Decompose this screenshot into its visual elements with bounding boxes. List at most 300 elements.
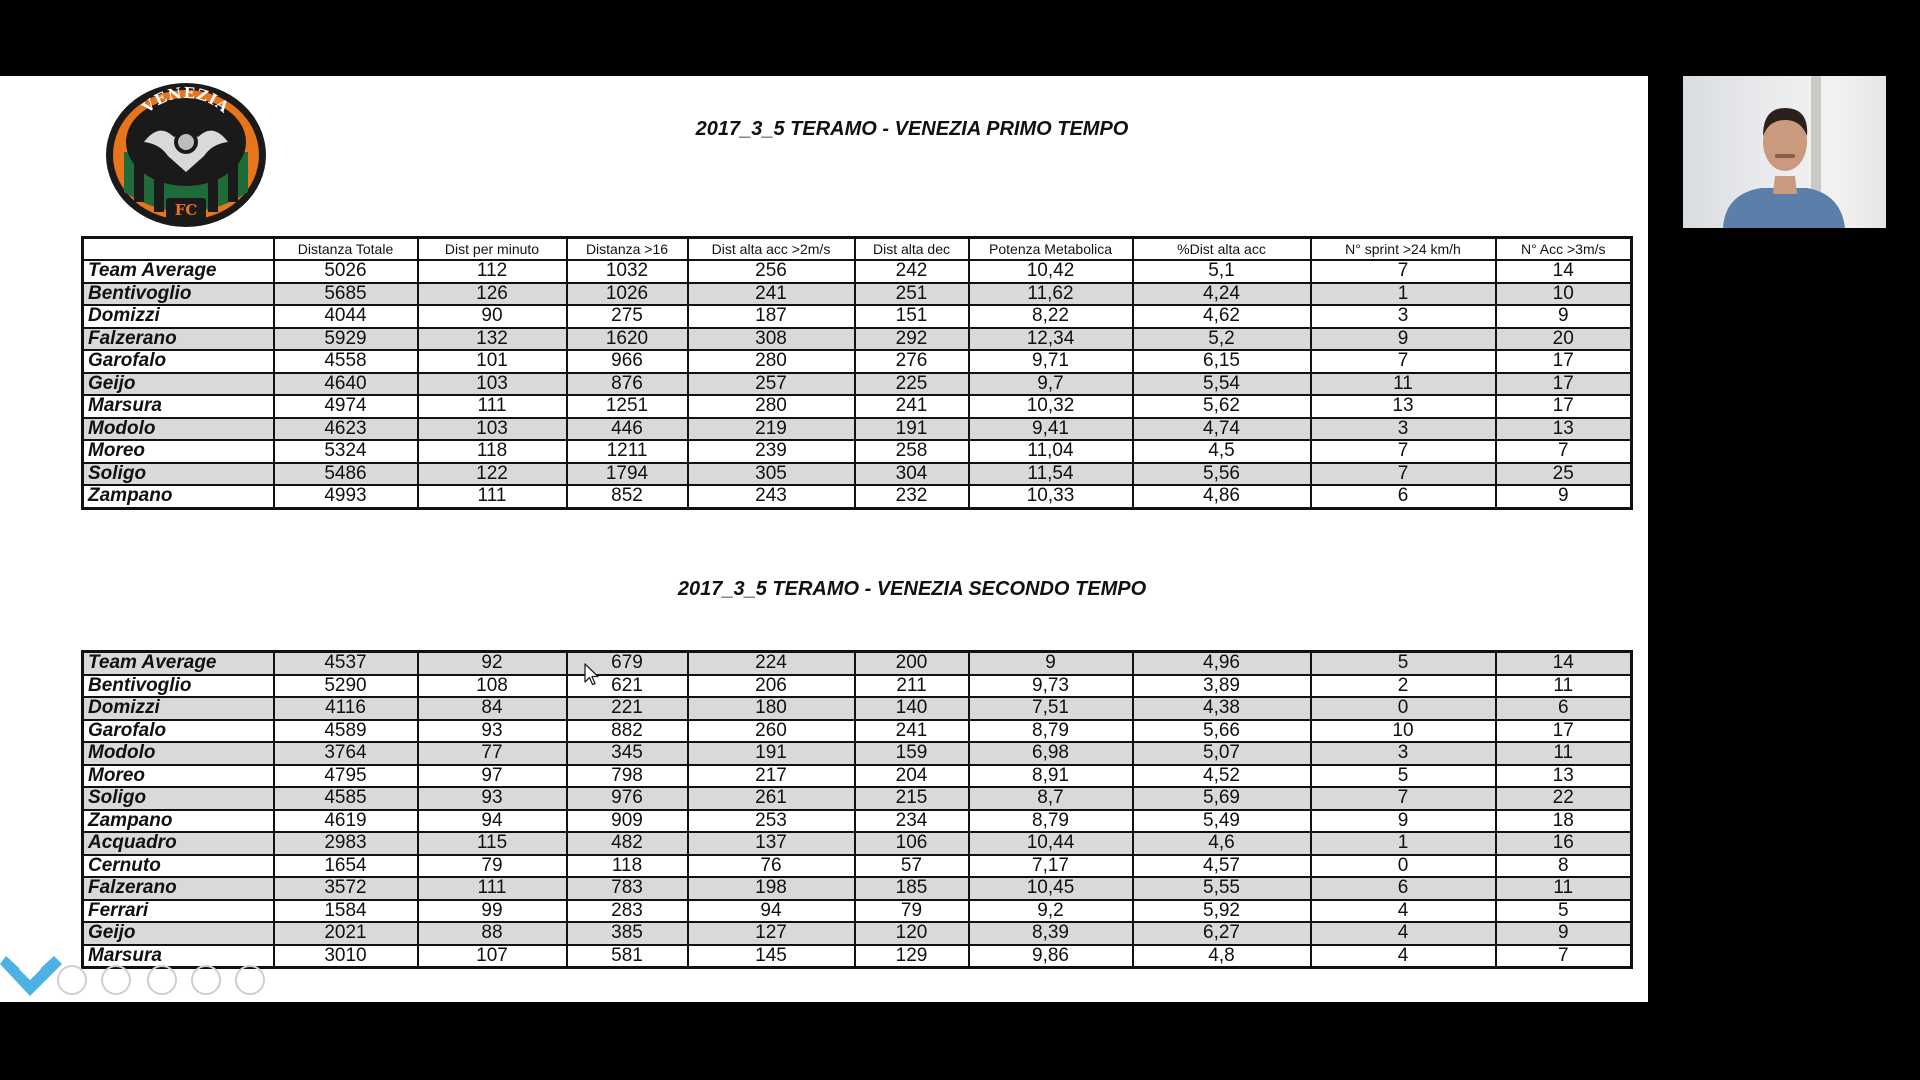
stat-cell: 17 [1496,395,1632,418]
stat-cell: 4537 [274,652,418,675]
stat-cell: 88 [418,922,567,945]
stat-cell: 200 [855,652,969,675]
player-name-cell: Modolo [83,418,274,441]
stat-cell: 13 [1311,395,1496,418]
stat-cell: 10,33 [969,485,1133,508]
stat-cell: 187 [688,305,855,328]
stat-cell: 97 [418,765,567,788]
stat-cell: 3764 [274,742,418,765]
player-name-cell: Garofalo [83,350,274,373]
player-name-cell: Zampano [83,810,274,833]
stat-cell: 13 [1496,418,1632,441]
stat-cell: 103 [418,373,567,396]
stat-cell: 798 [567,765,688,788]
stat-cell: 3010 [274,945,418,968]
stat-cell: 12,34 [969,328,1133,351]
stat-cell: 180 [688,697,855,720]
player-name-cell: Marsura [83,395,274,418]
stat-cell: 5685 [274,283,418,306]
stat-cell: 111 [418,877,567,900]
stat-cell: 112 [418,260,567,283]
stat-cell: 225 [855,373,969,396]
table-row [83,675,1632,698]
stat-cell: 7 [1311,440,1496,463]
stat-cell: 4,38 [1133,697,1311,720]
stat-cell: 4,5 [1133,440,1311,463]
stat-cell: 5,66 [1133,720,1311,743]
table-row [83,350,1632,373]
presentation-slide [0,76,1648,1002]
column-header: Dist per minuto [418,238,567,261]
player-name-cell: Falzerano [83,877,274,900]
stat-cell: 9,41 [969,418,1133,441]
stat-cell: 1211 [567,440,688,463]
stat-cell: 6,27 [1133,922,1311,945]
stat-cell: 151 [855,305,969,328]
player-name-cell: Garofalo [83,720,274,743]
stat-cell: 159 [855,742,969,765]
stat-cell: 3,89 [1133,675,1311,698]
stat-cell: 93 [418,787,567,810]
player-name-cell: Modolo [83,742,274,765]
stat-cell: 783 [567,877,688,900]
stat-cell: 4 [1311,945,1496,968]
stat-cell: 5,54 [1133,373,1311,396]
stat-cell: 5,2 [1133,328,1311,351]
stat-cell: 1654 [274,855,418,878]
stat-cell: 283 [567,900,688,923]
player-name-cell: Soligo [83,787,274,810]
more-options-icon[interactable] [236,966,264,994]
column-header: %Dist alta acc [1133,238,1311,261]
table-row [83,945,1632,968]
stat-cell: 253 [688,810,855,833]
stat-cell: 11 [1496,742,1632,765]
stat-cell: 11,04 [969,440,1133,463]
stat-cell: 5,69 [1133,787,1311,810]
player-name-cell: Acquadro [83,832,274,855]
stat-cell: 103 [418,418,567,441]
table-row [83,328,1632,351]
stat-cell: 4,6 [1133,832,1311,855]
stat-cell: 25 [1496,463,1632,486]
stat-cell: 446 [567,418,688,441]
second-half-stats-table [81,650,1633,969]
stat-cell: 241 [855,720,969,743]
stat-cell: 852 [567,485,688,508]
table-row [83,305,1632,328]
stat-cell: 1 [1311,832,1496,855]
stat-cell: 17 [1496,373,1632,396]
stat-cell: 9,71 [969,350,1133,373]
stat-cell: 4974 [274,395,418,418]
svg-text:VENEZIA: VENEZIA [138,83,234,117]
stat-cell: 241 [688,283,855,306]
stat-cell: 5,55 [1133,877,1311,900]
table-row [83,697,1632,720]
stat-cell: 10,42 [969,260,1133,283]
stat-cell: 8,79 [969,810,1133,833]
stat-cell: 0 [1311,697,1496,720]
stat-cell: 76 [688,855,855,878]
stat-cell: 115 [418,832,567,855]
stat-cell: 4,57 [1133,855,1311,878]
stat-cell: 191 [855,418,969,441]
stat-cell: 4,52 [1133,765,1311,788]
table-row [83,418,1632,441]
stat-cell: 256 [688,260,855,283]
player-name-cell: Team Average [83,652,274,675]
stat-cell: 280 [688,350,855,373]
stat-cell: 9 [1311,328,1496,351]
stat-cell: 1026 [567,283,688,306]
stat-cell: 275 [567,305,688,328]
player-name-cell: Domizzi [83,305,274,328]
table-row [83,787,1632,810]
stat-cell: 14 [1496,260,1632,283]
stat-cell: 482 [567,832,688,855]
stat-cell: 976 [567,787,688,810]
stat-cell: 308 [688,328,855,351]
stat-cell: 10 [1311,720,1496,743]
stat-cell: 7,51 [969,697,1133,720]
stat-cell: 198 [688,877,855,900]
player-name-cell: Domizzi [83,697,274,720]
stat-cell: 5 [1311,765,1496,788]
stat-cell: 108 [418,675,567,698]
stat-cell: 258 [855,440,969,463]
player-name-cell: Moreo [83,765,274,788]
settings-icon[interactable] [148,966,176,994]
stat-cell: 4,86 [1133,485,1311,508]
stat-cell: 22 [1496,787,1632,810]
stat-cell: 276 [855,350,969,373]
stat-cell: 966 [567,350,688,373]
stat-cell: 106 [855,832,969,855]
stat-cell: 280 [688,395,855,418]
stat-cell: 9 [1311,810,1496,833]
player-name-cell: Soligo [83,463,274,486]
stat-cell: 4,74 [1133,418,1311,441]
stat-cell: 10,44 [969,832,1133,855]
stat-cell: 4558 [274,350,418,373]
stat-cell: 305 [688,463,855,486]
stat-cell: 122 [418,463,567,486]
stat-cell: 8 [1496,855,1632,878]
stat-cell: 5290 [274,675,418,698]
stat-cell: 107 [418,945,567,968]
column-header: N° Acc >3m/s [1496,238,1632,261]
stat-cell: 137 [688,832,855,855]
table-row [83,720,1632,743]
stat-cell: 145 [688,945,855,968]
stat-cell: 77 [418,742,567,765]
stat-cell: 94 [688,900,855,923]
stat-cell: 1 [1311,283,1496,306]
stat-cell: 3 [1311,742,1496,765]
table-row [83,765,1632,788]
column-header: N° sprint >24 km/h [1311,238,1496,261]
stat-cell: 120 [855,922,969,945]
stat-cell: 5486 [274,463,418,486]
stat-cell: 79 [418,855,567,878]
column-header: Dist alta acc >2m/s [688,238,855,261]
stat-cell: 185 [855,877,969,900]
stat-cell: 4 [1311,900,1496,923]
stat-cell: 217 [688,765,855,788]
stat-cell: 18 [1496,810,1632,833]
stat-cell: 7 [1311,260,1496,283]
stat-cell: 111 [418,485,567,508]
stat-cell: 9,73 [969,675,1133,698]
stat-cell: 3 [1311,418,1496,441]
player-name-cell: Cernuto [83,855,274,878]
stat-cell: 7,17 [969,855,1133,878]
stat-cell: 7 [1311,350,1496,373]
stat-cell: 4,96 [1133,652,1311,675]
stat-cell: 6 [1311,877,1496,900]
stat-cell: 4619 [274,810,418,833]
player-name-cell: Moreo [83,440,274,463]
pen-icon[interactable] [102,966,130,994]
stat-cell: 191 [688,742,855,765]
header-blank-cell [83,238,274,261]
player-name-cell: Zampano [83,485,274,508]
stat-cell: 7 [1311,463,1496,486]
presentation-toolbar [0,948,280,1004]
stat-cell: 6 [1496,697,1632,720]
table-row [83,440,1632,463]
player-name-cell: Geijo [83,922,274,945]
stat-cell: 5,56 [1133,463,1311,486]
stat-cell: 11,62 [969,283,1133,306]
stat-cell: 6,98 [969,742,1133,765]
column-header: Potenza Metabolica [969,238,1133,261]
stat-cell: 4,62 [1133,305,1311,328]
stat-cell: 909 [567,810,688,833]
stat-cell: 14 [1496,652,1632,675]
table-row [83,485,1632,508]
stat-cell: 2021 [274,922,418,945]
stat-cell: 10,45 [969,877,1133,900]
stat-cell: 57 [855,855,969,878]
stat-cell: 10,32 [969,395,1133,418]
stat-cell: 3 [1311,305,1496,328]
player-name-cell: Bentivoglio [83,675,274,698]
stat-cell: 242 [855,260,969,283]
stat-cell: 9 [1496,485,1632,508]
first-half-title: 2017_3_5 TERAMO - VENEZIA PRIMO TEMPO [695,118,1129,140]
stat-cell: 129 [855,945,969,968]
stat-cell: 8,39 [969,922,1133,945]
stat-cell: 211 [855,675,969,698]
stat-cell: 5,1 [1133,260,1311,283]
stat-cell: 4623 [274,418,418,441]
stat-cell: 16 [1496,832,1632,855]
stat-cell: 94 [418,810,567,833]
venezia-fc-logo [104,82,268,228]
stat-cell: 1032 [567,260,688,283]
stat-cell: 239 [688,440,855,463]
stat-cell: 621 [567,675,688,698]
webcam-presenter-video [1683,76,1886,228]
stat-cell: 2983 [274,832,418,855]
stat-cell: 9 [1496,922,1632,945]
stat-cell: 251 [855,283,969,306]
stat-cell: 5,07 [1133,742,1311,765]
stat-cell: 292 [855,328,969,351]
stat-cell: 232 [855,485,969,508]
stat-cell: 234 [855,810,969,833]
stat-cell: 6,15 [1133,350,1311,373]
stat-cell: 243 [688,485,855,508]
stat-cell: 118 [418,440,567,463]
table-row [83,373,1632,396]
stat-cell: 4640 [274,373,418,396]
table-row [83,877,1632,900]
stat-cell: 8,7 [969,787,1133,810]
stat-cell: 84 [418,697,567,720]
table-row [83,855,1632,878]
stat-cell: 7 [1496,945,1632,968]
stat-cell: 224 [688,652,855,675]
zoom-icon[interactable] [192,966,220,994]
stat-cell: 5324 [274,440,418,463]
stat-cell: 385 [567,922,688,945]
stat-cell: 221 [567,697,688,720]
stat-cell: 679 [567,652,688,675]
stat-cell: 581 [567,945,688,968]
player-name-cell: Marsura [83,945,274,968]
stat-cell: 6 [1311,485,1496,508]
column-header: Dist alta dec [855,238,969,261]
stat-cell: 11,54 [969,463,1133,486]
player-name-cell: Ferrari [83,900,274,923]
stat-cell: 882 [567,720,688,743]
player-name-cell: Geijo [83,373,274,396]
stat-cell: 304 [855,463,969,486]
stat-cell: 4589 [274,720,418,743]
stat-cell: 126 [418,283,567,306]
stat-cell: 79 [855,900,969,923]
stat-cell: 9,7 [969,373,1133,396]
first-half-header-row [83,238,1632,261]
stat-cell: 20 [1496,328,1632,351]
stat-cell: 101 [418,350,567,373]
table-row [83,652,1632,675]
stat-cell: 13 [1496,765,1632,788]
stat-cell: 876 [567,373,688,396]
stat-cell: 9 [969,652,1133,675]
stat-cell: 215 [855,787,969,810]
table-row [83,463,1632,486]
table-row [83,922,1632,945]
stat-cell: 11 [1496,877,1632,900]
stat-cell: 8,22 [969,305,1133,328]
stat-cell: 5,92 [1133,900,1311,923]
svg-text:FC: FC [174,201,198,219]
stat-cell: 219 [688,418,855,441]
player-name-cell: Team Average [83,260,274,283]
presenter-silhouette-icon [1683,76,1886,228]
stat-cell: 2 [1311,675,1496,698]
table-row [83,742,1632,765]
stat-cell: 9,2 [969,900,1133,923]
stat-cell: 5 [1311,652,1496,675]
stat-cell: 1620 [567,328,688,351]
app-logo-icon [0,956,62,996]
column-header: Distanza >16 [567,238,688,261]
stat-cell: 118 [567,855,688,878]
stat-cell: 99 [418,900,567,923]
stat-cell: 0 [1311,855,1496,878]
stat-cell: 1794 [567,463,688,486]
stat-cell: 7 [1311,787,1496,810]
stat-cell: 261 [688,787,855,810]
table-row [83,283,1632,306]
stat-cell: 4,24 [1133,283,1311,306]
stat-cell: 92 [418,652,567,675]
stat-cell: 206 [688,675,855,698]
stat-cell: 5,62 [1133,395,1311,418]
stat-cell: 4993 [274,485,418,508]
stat-cell: 4,8 [1133,945,1311,968]
stat-cell: 241 [855,395,969,418]
stat-cell: 11 [1496,675,1632,698]
table-row [83,832,1632,855]
stat-cell: 5929 [274,328,418,351]
stat-cell: 4116 [274,697,418,720]
table-row [83,260,1632,283]
first-half-stats-table [81,236,1633,510]
stat-cell: 93 [418,720,567,743]
stat-cell: 111 [418,395,567,418]
stat-cell: 5,49 [1133,810,1311,833]
player-name-cell: Falzerano [83,328,274,351]
previous-icon[interactable] [58,966,86,994]
stat-cell: 3572 [274,877,418,900]
stat-cell: 4795 [274,765,418,788]
stat-cell: 5026 [274,260,418,283]
mouse-pointer-icon [584,663,600,687]
table-row [83,395,1632,418]
stat-cell: 11 [1311,373,1496,396]
column-header: Distanza Totale [274,238,418,261]
player-name-cell: Bentivoglio [83,283,274,306]
stat-cell: 345 [567,742,688,765]
stat-cell: 5 [1496,900,1632,923]
stat-cell: 257 [688,373,855,396]
stat-cell: 17 [1496,350,1632,373]
stat-cell: 4 [1311,922,1496,945]
stat-cell: 90 [418,305,567,328]
stat-cell: 260 [688,720,855,743]
stat-cell: 140 [855,697,969,720]
stat-cell: 8,79 [969,720,1133,743]
stat-cell: 10 [1496,283,1632,306]
stat-cell: 4044 [274,305,418,328]
stat-cell: 9 [1496,305,1632,328]
stat-cell: 204 [855,765,969,788]
stat-cell: 4585 [274,787,418,810]
table-row [83,810,1632,833]
table-row [83,900,1632,923]
stat-cell: 17 [1496,720,1632,743]
stat-cell: 8,91 [969,765,1133,788]
stat-cell: 9,86 [969,945,1133,968]
stat-cell: 7 [1496,440,1632,463]
stat-cell: 1584 [274,900,418,923]
